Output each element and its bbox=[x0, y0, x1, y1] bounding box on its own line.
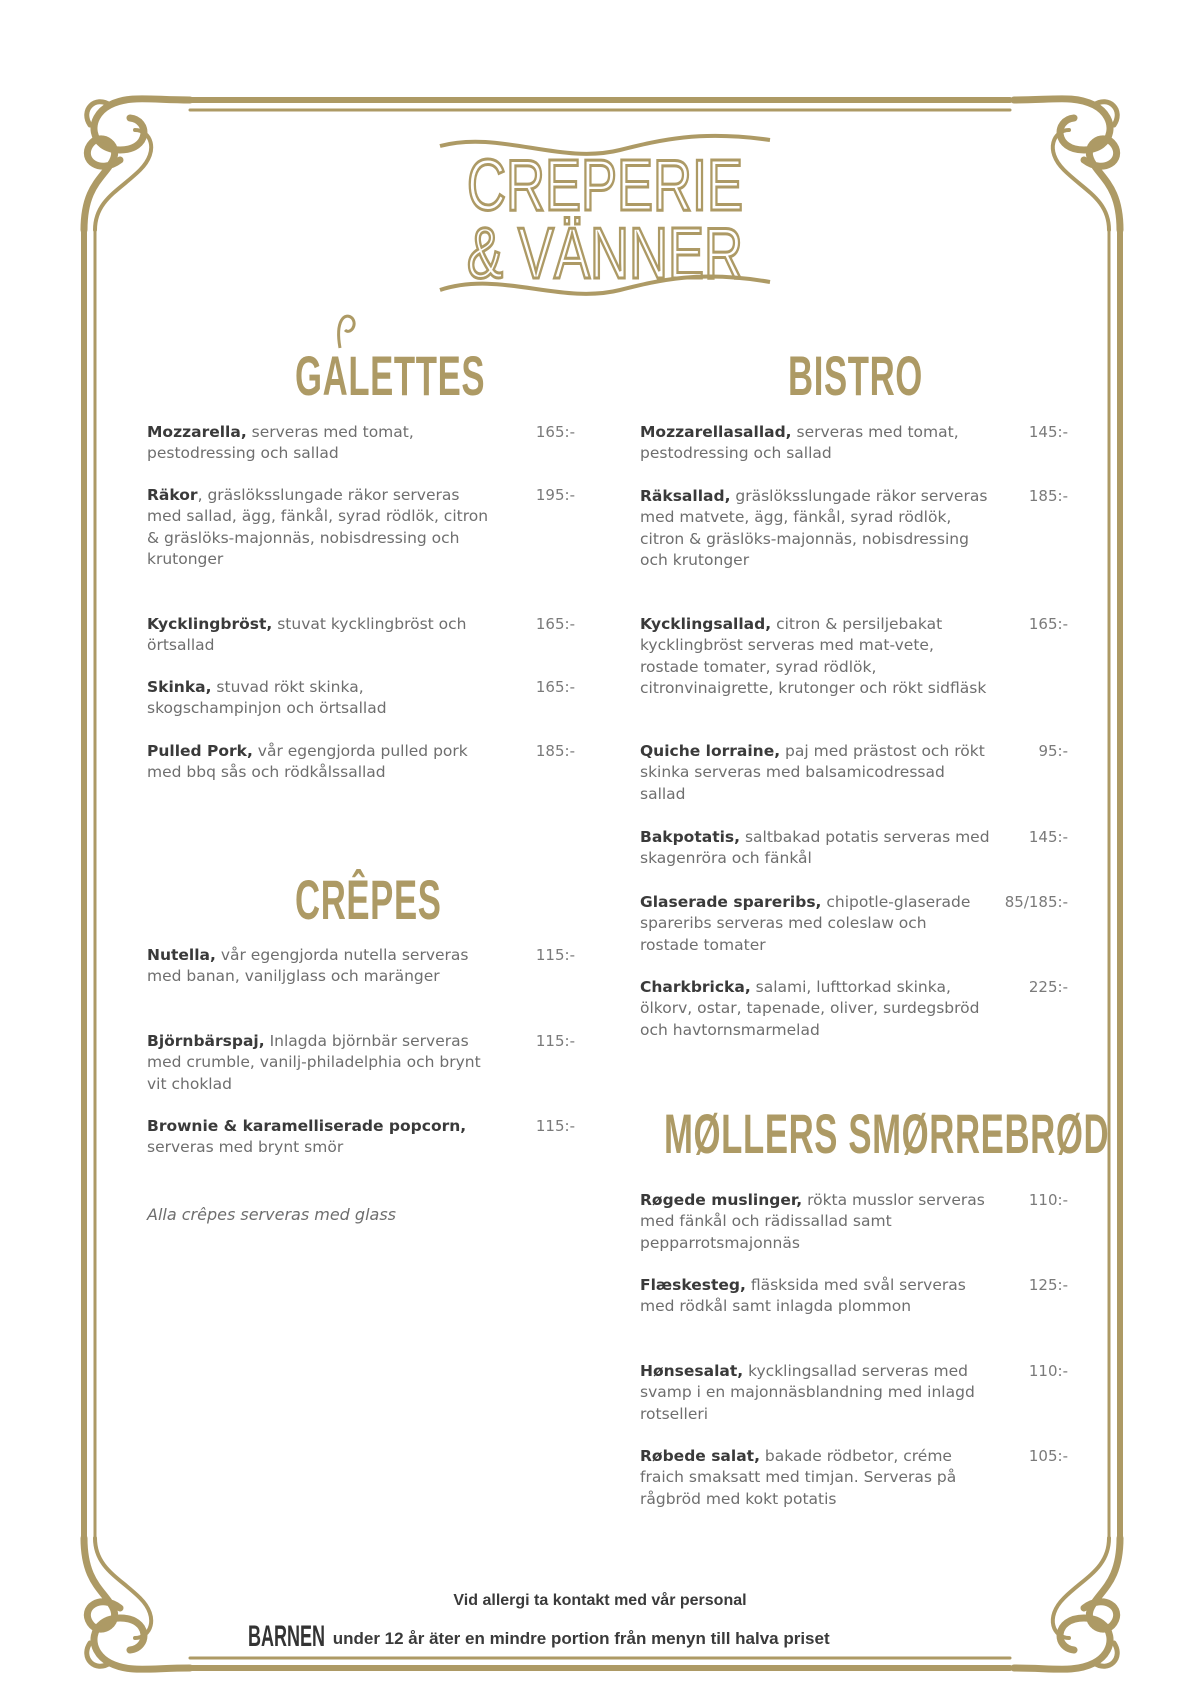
svg-text:& VÄNNER: & VÄNNER bbox=[466, 213, 744, 294]
heading-galettes: GALETTES bbox=[295, 344, 486, 407]
item-price: 115:- bbox=[535, 1032, 575, 1050]
item-description: citron & persiljebakat kycklingbröst serveras med mat-vete, rostade tomater, syrad rödlök, citronvinaigrette, krutonger och rökt sidfläsk bbox=[640, 615, 987, 698]
item-description: vår egengjorda pulled pork med bbq sås och rödkålssallad bbox=[147, 742, 468, 782]
item-name: Skinka, bbox=[147, 678, 212, 696]
menu-item bbox=[147, 1031, 575, 1095]
item-price: 115:- bbox=[535, 1117, 575, 1135]
item-description: vår egengjorda nutella serveras med banan, vaniljglass och maränger bbox=[147, 946, 469, 986]
item-price: 95:- bbox=[1038, 742, 1068, 760]
item-price: 165:- bbox=[535, 615, 575, 633]
item-text bbox=[640, 422, 990, 465]
item-text bbox=[640, 614, 990, 700]
menu-item bbox=[640, 741, 1068, 805]
menu-item bbox=[147, 422, 575, 465]
item-description: serveras med brynt smör bbox=[147, 1138, 344, 1157]
item-description: stuvat kycklingbröst och örtsallad bbox=[147, 615, 467, 655]
heading-crepes: CRÊPES bbox=[295, 868, 442, 931]
item-text bbox=[147, 1031, 497, 1095]
crepes-note: Alla crêpes serveras med glass bbox=[147, 1205, 396, 1224]
menu-item bbox=[640, 486, 1068, 572]
item-name: Brownie & karamelliserade popcorn, bbox=[147, 1117, 467, 1135]
item-name: Kycklingsallad, bbox=[640, 615, 772, 633]
item-name: Mozzarella, bbox=[147, 423, 247, 441]
item-description: serveras med tomat, pestodressing och sallad bbox=[640, 423, 959, 463]
item-price: 185:- bbox=[1028, 487, 1068, 505]
kids-label: BARNEN bbox=[248, 1620, 326, 1653]
item-price: 110:- bbox=[1028, 1362, 1068, 1380]
item-name: Charkbricka, bbox=[640, 978, 751, 996]
item-text bbox=[640, 977, 990, 1041]
item-price: 115:- bbox=[535, 946, 575, 964]
item-description: chipotle-glaserade spareribs serveras med coleslaw och rostade tomater bbox=[640, 893, 971, 954]
item-name: Røbede salat, bbox=[640, 1447, 760, 1465]
item-price: 145:- bbox=[1028, 828, 1068, 846]
item-description: saltbakad potatis serveras med skagenröra och fänkål bbox=[640, 828, 990, 868]
heading-bistro: BISTRO bbox=[788, 344, 923, 407]
item-price: 165:- bbox=[535, 423, 575, 441]
item-name: Nutella, bbox=[147, 946, 216, 964]
item-description: serveras med tomat, pestodressing och sallad bbox=[147, 423, 414, 463]
item-price: 145:- bbox=[1028, 423, 1068, 441]
item-price: 85/185:- bbox=[1004, 893, 1068, 911]
item-text bbox=[640, 1361, 990, 1425]
item-text bbox=[147, 485, 497, 571]
item-name: Kycklingbröst, bbox=[147, 615, 273, 633]
kids-text: under 12 år äter en mindre portion från menyn till halva priset bbox=[328, 1629, 830, 1648]
item-description: bakade rödbetor, créme fraich smaksatt med timjan. Serveras på rågbröd med kokt potatis bbox=[640, 1447, 957, 1508]
item-description: paj med prästost och rökt skinka serveras med balsamicodressad sallad bbox=[640, 742, 985, 803]
menu-item bbox=[640, 422, 1068, 465]
item-text bbox=[640, 486, 990, 572]
item-text bbox=[147, 614, 497, 657]
item-description: , gräslöksslungade räkor serveras med sallad, ägg, fänkål, syrad rödlök, citron & gräslöks-majonnäs, nobisdressing och krutonger bbox=[147, 486, 489, 569]
item-name: Mozzarellasallad, bbox=[640, 423, 792, 441]
menu-item bbox=[147, 945, 575, 988]
item-name: Pulled Pork, bbox=[147, 742, 253, 760]
item-text bbox=[640, 741, 990, 805]
item-text bbox=[147, 945, 497, 988]
item-description: rökta musslor serveras med fänkål och rädissallad samt pepparrotsmajonnäs bbox=[640, 1191, 985, 1252]
item-description: stuvad rökt skinka, skogschampinjon och örtsallad bbox=[147, 678, 387, 718]
item-name: Hønsesalat, bbox=[640, 1362, 744, 1380]
item-price: 225:- bbox=[1028, 978, 1068, 996]
item-text bbox=[640, 1190, 990, 1254]
item-text bbox=[147, 422, 497, 465]
item-price: 165:- bbox=[1028, 615, 1068, 633]
kids-notice bbox=[248, 1620, 830, 1654]
menu-item bbox=[640, 1275, 1068, 1318]
menu-item bbox=[640, 1446, 1068, 1510]
item-price: 105:- bbox=[1028, 1447, 1068, 1465]
menu-item bbox=[147, 614, 575, 657]
menu-item bbox=[640, 614, 1068, 700]
item-price: 165:- bbox=[535, 678, 575, 696]
item-price: 110:- bbox=[1028, 1191, 1068, 1209]
item-description: Inlagda björnbär serveras med crumble, vanilj-philadelphia och brynt vit choklad bbox=[147, 1032, 481, 1093]
item-description: fläsksida med svål serveras med rödkål samt inlagda plommon bbox=[640, 1276, 966, 1316]
heading-smorrebrod: MØLLERS SMØRREBRØD bbox=[664, 1102, 1110, 1165]
item-text bbox=[147, 741, 497, 784]
item-price: 195:- bbox=[535, 486, 575, 504]
menu-item bbox=[640, 892, 1068, 956]
menu-item bbox=[147, 1116, 575, 1159]
item-description: gräslöksslungade räkor serveras med matvete, ägg, fänkål, syrad rödlök, citron & gräslöks-majonnäs, nobisdressing och krutonger bbox=[640, 487, 988, 570]
item-description: salami, lufttorkad skinka, ölkorv, ostar, tapenade, oliver, surdegsbröd och havtornsmarmelad bbox=[640, 978, 980, 1039]
item-name: Glaserade spareribs, bbox=[640, 893, 822, 911]
item-text bbox=[640, 1275, 990, 1318]
item-name: Räkor bbox=[147, 486, 198, 504]
item-text bbox=[640, 827, 990, 870]
item-text bbox=[147, 677, 497, 720]
svg-text:CREPERIE: CREPERIE bbox=[466, 145, 744, 226]
menu-item bbox=[147, 677, 575, 720]
item-name: Räksallad, bbox=[640, 487, 731, 505]
menu-item bbox=[640, 827, 1068, 870]
menu-item bbox=[147, 485, 575, 571]
item-name: Quiche lorraine, bbox=[640, 742, 781, 760]
menu-item bbox=[640, 1361, 1068, 1425]
item-text bbox=[640, 1446, 990, 1510]
item-name: Røgede muslinger, bbox=[640, 1191, 803, 1209]
logo bbox=[440, 136, 770, 294]
menu-item bbox=[640, 977, 1068, 1041]
menu-item bbox=[640, 1190, 1068, 1254]
menu-item bbox=[147, 741, 575, 784]
item-price: 125:- bbox=[1028, 1276, 1068, 1294]
item-text bbox=[147, 1116, 497, 1159]
item-name: Björnbärspaj, bbox=[147, 1032, 265, 1050]
item-name: Flæskesteg, bbox=[640, 1276, 746, 1294]
item-name: Bakpotatis, bbox=[640, 828, 741, 846]
item-price: 185:- bbox=[535, 742, 575, 760]
item-text bbox=[640, 892, 990, 956]
allergy-notice: Vid allergi ta kontakt med vår personal bbox=[453, 1592, 747, 1609]
item-description: kycklingsallad serveras med svamp i en majonnäsblandning med inlagd rotselleri bbox=[640, 1362, 975, 1423]
